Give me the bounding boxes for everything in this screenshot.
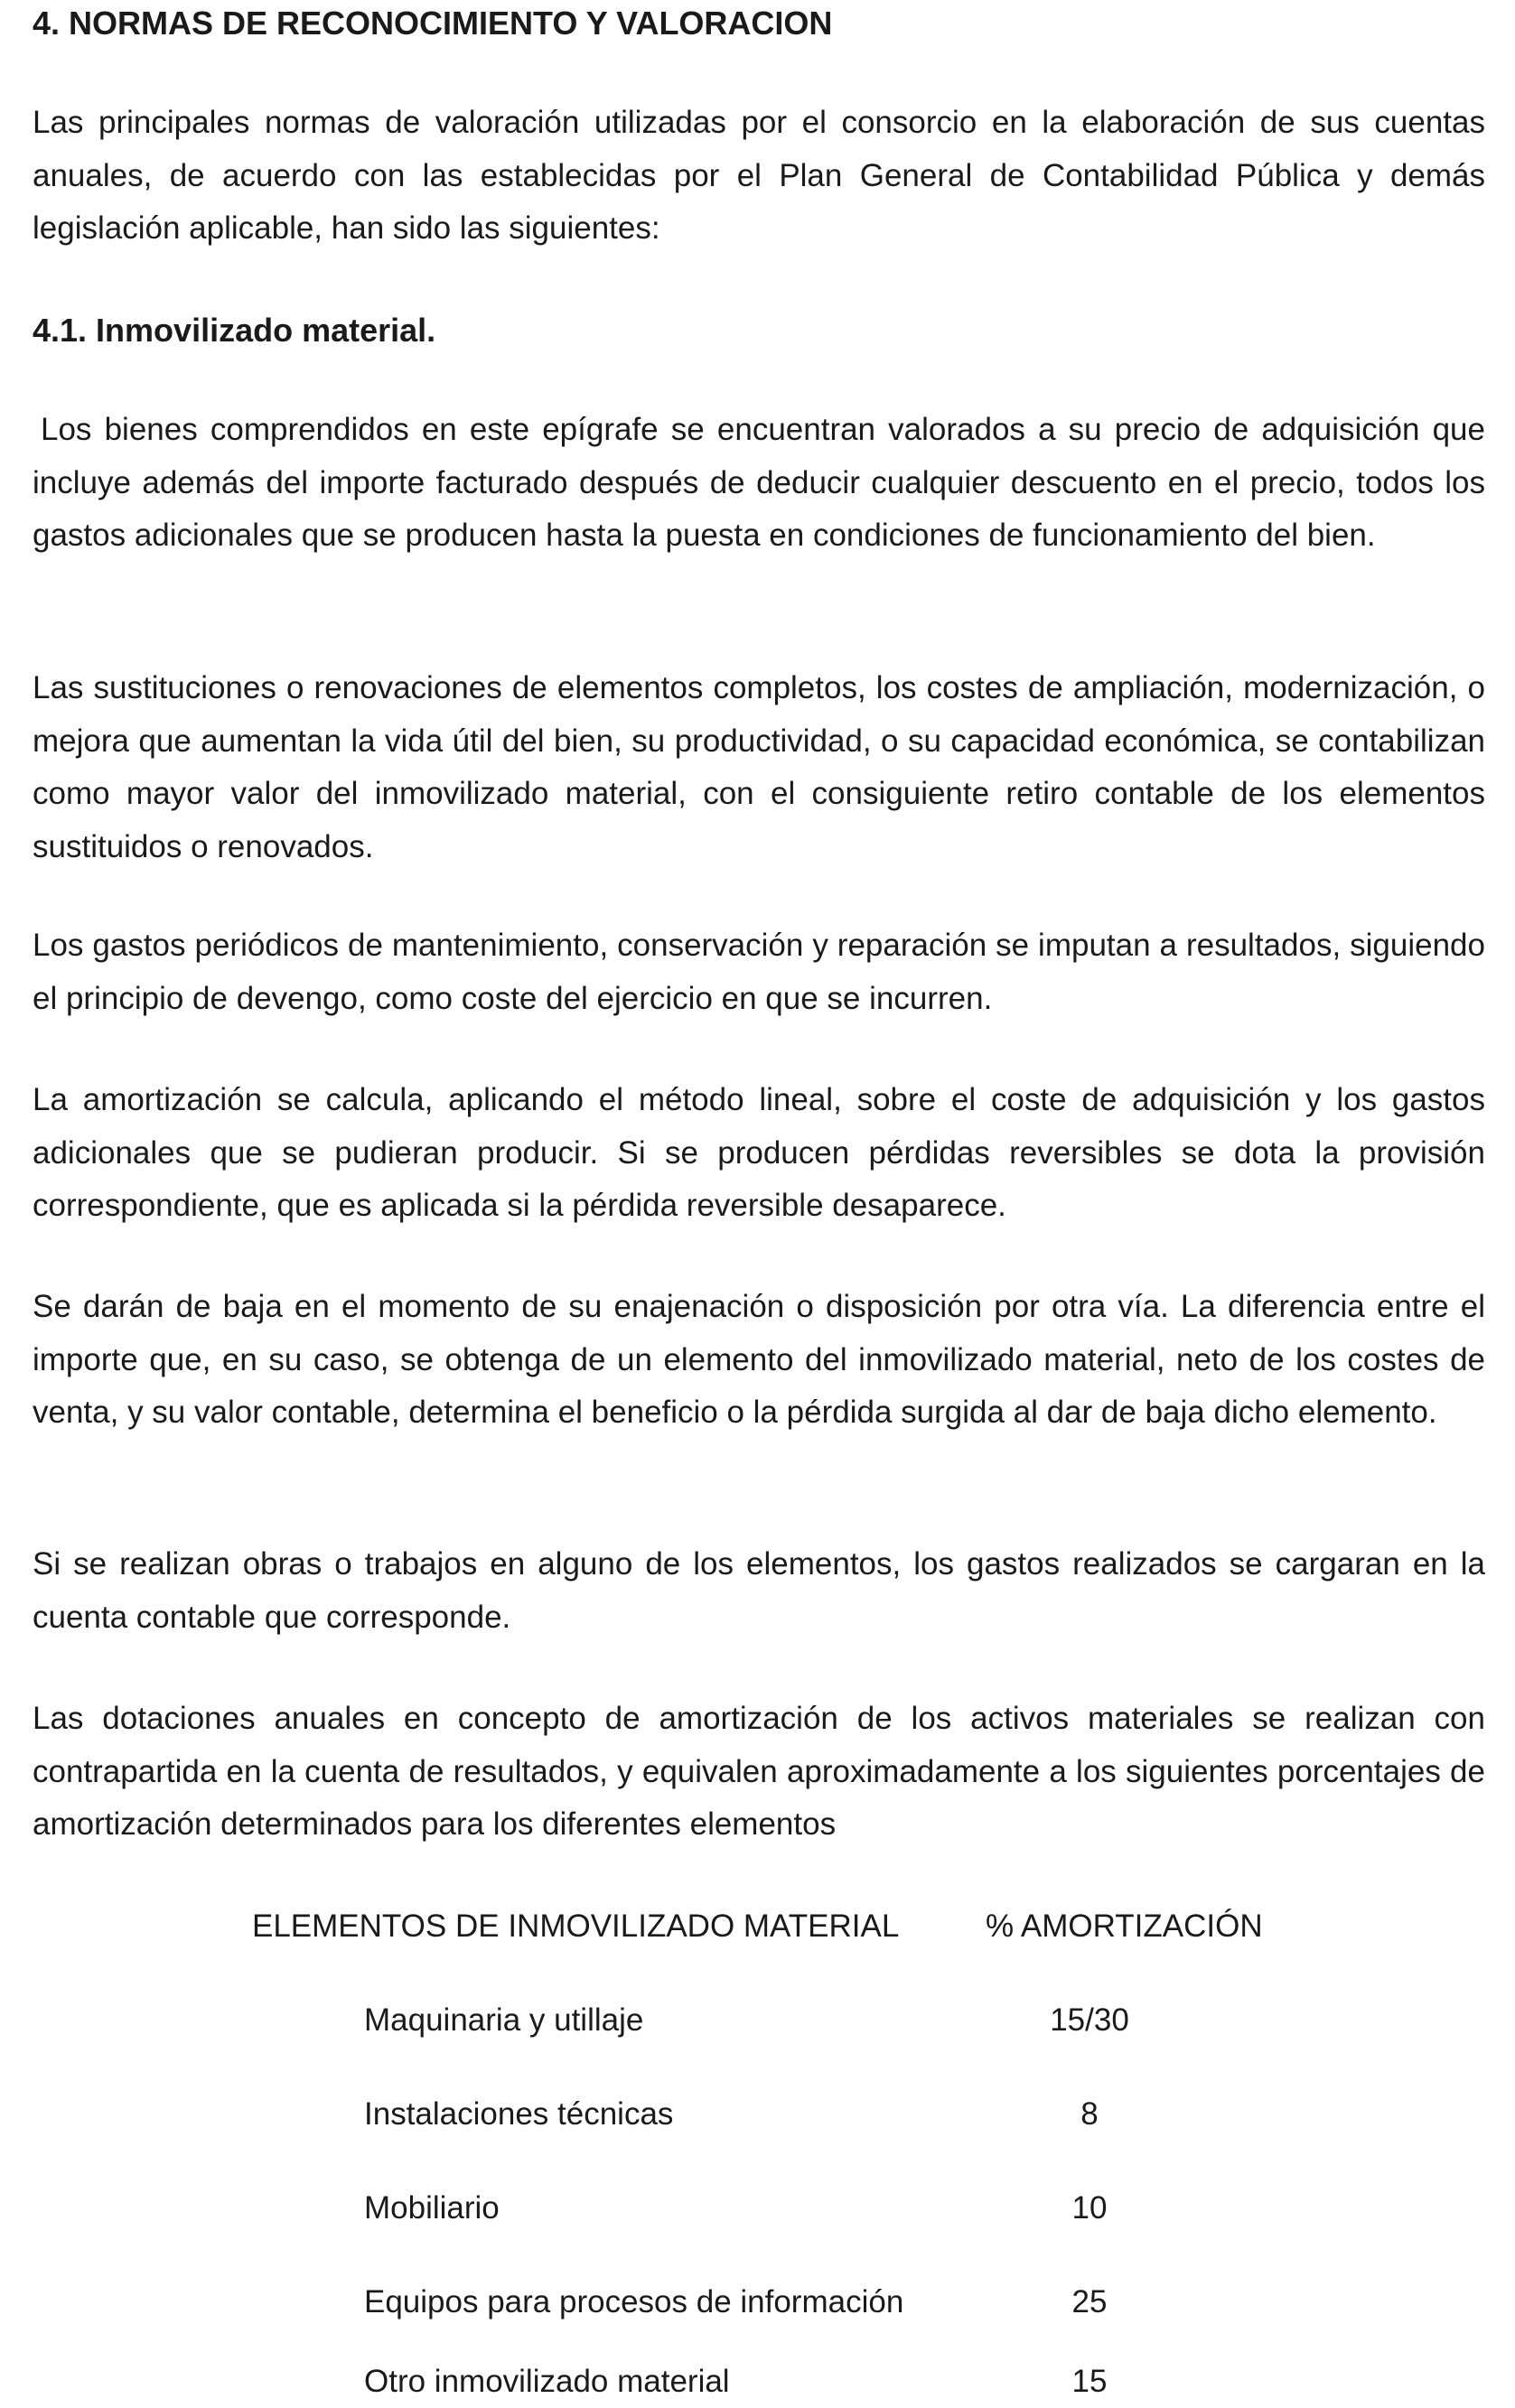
- table-cell-percent: 15: [1071, 2364, 1108, 2399]
- paragraph-valuation: Los bienes comprendidos en este epígrafe se encuentran valorados a su precio de adquisición que incluye además del importe facturado después de deducir cualquier descuento en el precio, todos los gastos adicionales que se producen hasta la puesta en condiciones de funcionamiento del bien.: [33, 412, 1485, 554]
- paragraph-works: Si se realizan obras o trabajos en alguno de los elementos, los gastos realizados se cargaran en la cuenta contable que corresponde.: [33, 1546, 1485, 1635]
- section-heading: 4. NORMAS DE RECONOCIMIENTO Y VALORACION: [33, 5, 833, 42]
- table-cell-element: Otro inmovilizado material: [364, 2364, 730, 2399]
- table-cell-element: Equipos para procesos de información: [364, 2284, 904, 2319]
- intro-paragraph: Las principales normas de valoración utilizadas por el consorcio en la elaboración de sus cuentas anuales, de acuerdo con las establecidas por el Plan General de Contabilidad Pública y demás legislación aplicable, han sido las siguientes:: [33, 105, 1485, 247]
- paragraph-disposal: Se darán de baja en el momento de su enajenación o disposición por otra vía. La diferencia entre el importe que, en su caso, se obtenga de un elemento del inmovilizado material, neto de los costes de venta, y su valor contable, determina el beneficio o la pérdida surgida al dar de baja dicho elemento.: [33, 1289, 1485, 1431]
- table-cell-element: Instalaciones técnicas: [364, 2096, 674, 2132]
- table-cell-percent: 15/30: [1050, 2002, 1129, 2038]
- subsection-heading: 4.1. Inmovilizado material.: [33, 312, 436, 349]
- paragraph-replacements: Las sustituciones o renovaciones de elementos completos, los costes de ampliación, modernización, o mejora que aumentan la vida útil del bien, su productividad, o su capacidad económica, se contabilizan como mayor valor del inmovilizado material, con el consiguiente retiro contable de los elementos sustituidos o renovados.: [33, 670, 1485, 864]
- table-header-element: ELEMENTOS DE INMOVILIZADO MATERIAL: [252, 1909, 900, 1944]
- table-cell-element: Mobiliario: [364, 2190, 500, 2226]
- table-cell-percent: 25: [1071, 2284, 1108, 2319]
- table-cell-element: Maquinaria y utillaje: [364, 2002, 644, 2038]
- amortization-table: [33, 1900, 1485, 2404]
- paragraph-maintenance: Los gastos periódicos de mantenimiento, conservación y reparación se imputan a resultados, siguiendo el principio de devengo, como coste del ejercicio en que se incurren.: [33, 928, 1485, 1016]
- paragraph-amortization: La amortización se calcula, aplicando el método lineal, sobre el coste de adquisición y los gastos adicionales que se pudieran producir. Si se producen pérdidas reversibles se dota la provisión correspondiente, que es aplicada si la pérdida reversible desaparece.: [33, 1082, 1485, 1224]
- table-header-percent: % AMORTIZACIÓN: [986, 1909, 1263, 1944]
- table-cell-percent: 8: [1080, 2096, 1099, 2132]
- table-cell-percent: 10: [1071, 2190, 1108, 2226]
- paragraph-annual-allocations: Las dotaciones anuales en concepto de amortización de los activos materiales se realizan con contrapartida en la cuenta de resultados, y equivalen aproximadamente a los siguientes porcentajes de amortización determinados para los diferentes elementos: [33, 1701, 1485, 1843]
